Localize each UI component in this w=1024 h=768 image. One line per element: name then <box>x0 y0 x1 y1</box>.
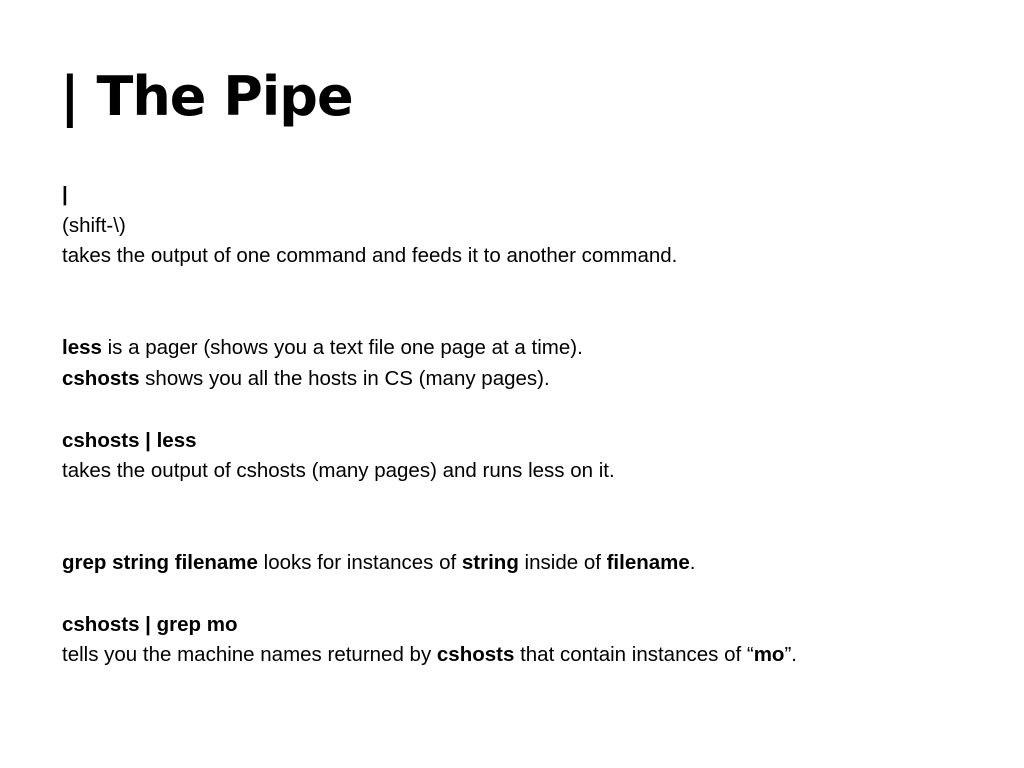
body-text: is a pager (shows you a text file one page at a time). <box>101 336 583 360</box>
body-text: looks for instances of <box>257 551 462 575</box>
blank-line <box>62 518 1002 549</box>
body-line <box>62 211 1002 242</box>
body-text: shows you all the hosts in CS (many pages). <box>139 367 550 391</box>
blank-line <box>62 395 1002 426</box>
body-text: takes the output of one command and feeds it to another command. <box>62 244 678 268</box>
body-line <box>62 364 1002 395</box>
bold-term: filename <box>606 551 690 575</box>
body-line <box>62 456 1002 487</box>
bold-term: cshosts <box>436 643 515 667</box>
slide-body <box>62 180 1002 671</box>
body-line <box>62 610 1002 641</box>
blank-line <box>62 579 1002 610</box>
bold-term: | <box>62 183 68 206</box>
bold-term: cshosts <box>62 367 140 391</box>
bold-term: mo <box>753 643 785 667</box>
body-text: inside of <box>518 551 607 575</box>
blank-line <box>62 272 1002 303</box>
body-line <box>62 180 1002 211</box>
body-line <box>62 241 1002 272</box>
bold-term: less <box>62 336 102 360</box>
slide-title: | The Pipe <box>60 65 353 128</box>
body-text: takes the output of cshosts (many pages) and runs less on it. <box>62 459 615 483</box>
body-text: ”. <box>784 643 797 667</box>
bold-term: cshosts | less <box>62 428 197 452</box>
bold-term: cshosts | grep mo <box>62 612 238 636</box>
body-line <box>62 426 1002 457</box>
bold-term: grep string filename <box>62 551 258 575</box>
body-text: (shift-\) <box>62 213 126 237</box>
body-line <box>62 333 1002 364</box>
body-text: . <box>689 551 696 575</box>
body-text: tells you the machine names returned by <box>62 643 437 667</box>
blank-line <box>62 303 1002 334</box>
blank-line <box>62 487 1002 518</box>
body-line <box>62 640 1002 671</box>
body-line <box>62 548 1002 579</box>
body-text: that contain instances of “ <box>514 643 754 667</box>
bold-term: string <box>461 551 519 575</box>
